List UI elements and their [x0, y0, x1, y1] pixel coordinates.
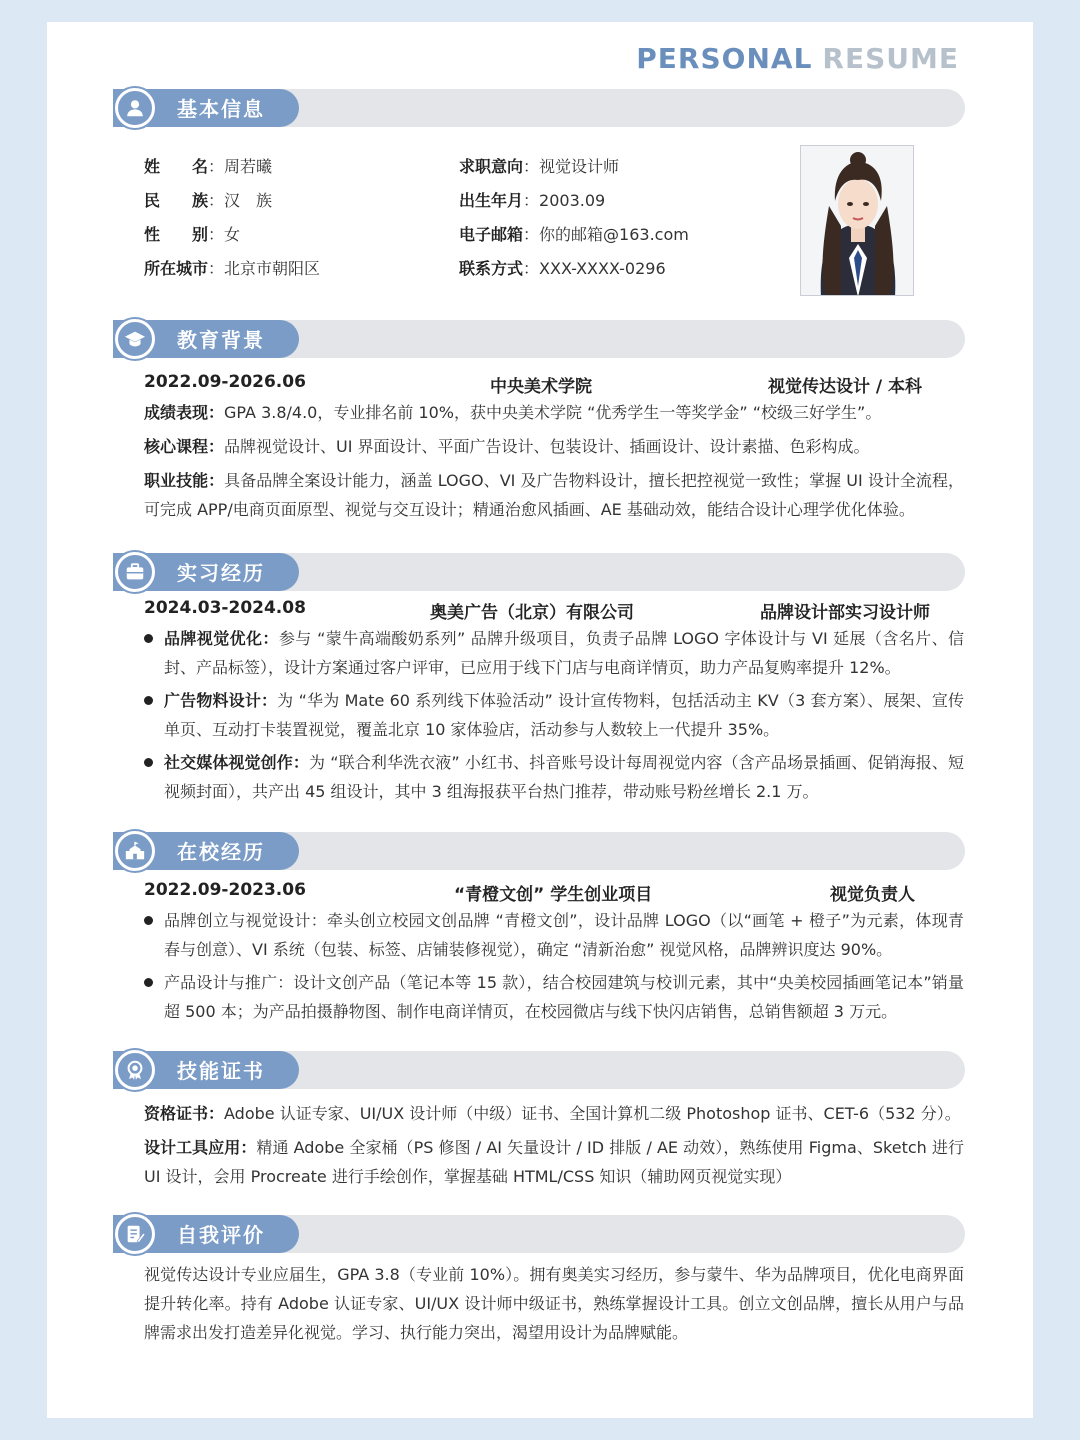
- campus-item: 品牌创立与视觉设计：牵头创立校园文创品牌 “青橙文创”，设计品牌 LOGO（以“画笔 + 橙子”为元素，体现青春与创意）、VI 系统（包装、标签、店铺装修视觉），确定 “清新治愈” 视觉风格，品牌辨识度达 90%。: [144, 906, 964, 964]
- title-resume: RESUME: [822, 42, 959, 75]
- user-icon: [115, 88, 155, 128]
- birth-row: 出生年月：2003.09: [459, 191, 606, 210]
- section-title: 在校经历: [177, 840, 265, 864]
- ethnic-value: 汉 族: [224, 191, 273, 210]
- city-row: 所在城市：北京市朝阳区: [144, 259, 321, 278]
- phone-row: 联系方式：XXX-XXXX-0296: [459, 259, 666, 278]
- education-major: 视觉传达设计 / 本科: [768, 377, 923, 397]
- section-header-internship: [113, 552, 965, 592]
- job-value: 视觉设计师: [539, 157, 620, 176]
- campus-project: “青橙文创” 学生创业项目: [454, 885, 653, 905]
- job-row: 求职意向：视觉设计师: [459, 157, 620, 176]
- resume-page: [47, 22, 1033, 1418]
- education-period: 2022.09-2026.06: [144, 372, 306, 392]
- internship-role: 品牌设计部实习设计师: [760, 603, 930, 623]
- section-title: 基本信息: [177, 97, 265, 121]
- section-header-education: [113, 319, 965, 359]
- education-header-row: [144, 372, 936, 396]
- city-value: 北京市朝阳区: [224, 259, 321, 278]
- skills-cert: 资格证书：Adobe 认证专家、UI/UX 设计师（中级）证书、全国计算机二级 Photoshop 证书、CET-6（532 分）。: [144, 1104, 961, 1123]
- campus-header-row: [144, 880, 936, 904]
- graduation-cap-icon: [115, 319, 155, 359]
- section-header-self: [113, 1214, 965, 1254]
- birth-value: 2003.09: [539, 191, 606, 210]
- internship-header-row: [144, 598, 936, 622]
- section-title: 技能证书: [177, 1059, 265, 1083]
- email-value: 你的邮箱@163.com: [539, 225, 689, 244]
- ethnic-row: 民 族：汉 族: [144, 191, 273, 210]
- campus-role: 视觉负责人: [830, 885, 915, 905]
- section-header-campus: [113, 831, 965, 871]
- profile-photo: [800, 145, 914, 296]
- internship-period: 2024.03-2024.08: [144, 598, 306, 618]
- campus-item: 产品设计与推广：设计文创产品（笔记本等 15 款），结合校园建筑与校训元素，其中“央美校园插画笔记本”销量超 500 本；为产品拍摄静物图、制作电商详情页，在校园微店与线下快闪店销售，总销售额超 3 万元。: [144, 968, 964, 1026]
- education-grade: 成绩表现：GPA 3.8/4.0，专业排名前 10%，获中央美术学院 “优秀学生一等奖学金” “校级三好学生”。: [144, 403, 882, 422]
- education-skill: 职业技能：具备品牌全案设计能力，涵盖 LOGO、VI 及广告物料设计，擅长把控视觉一致性；掌握 UI 设计全流程，可完成 APP/电商页面原型、视觉与交互设计；精通治愈风插画、AE 基础动效，能结合设计心理学优化体验。: [144, 471, 964, 519]
- name-value: 周若曦: [224, 157, 273, 176]
- email-row: 电子邮箱：你的邮箱@163.com: [459, 225, 689, 244]
- internship-item: 广告物料设计：为 “华为 Mate 60 系列线下体验活动” 设计宣传物料，包括活动主 KV（3 套方案）、展架、宣传单页、互动打卡装置视觉，覆盖北京 10 家体验店，活动参与人数较上一代提升 35%。: [144, 686, 964, 744]
- section-title: 自我评价: [177, 1223, 265, 1247]
- education-school: 中央美术学院: [490, 377, 592, 397]
- title-personal: PERSONAL: [636, 42, 813, 75]
- section-title: 实习经历: [177, 561, 265, 585]
- internship-item: 品牌视觉优化：参与 “蒙牛高端酸奶系列” 品牌升级项目，负责子品牌 LOGO 字体设计与 VI 延展（含名片、信封、产品标签），设计方案通过客户评审，已应用于线下门店与电商详情页，助力产品复购率提升 12%。: [144, 624, 964, 682]
- document-edit-icon: [115, 1214, 155, 1254]
- phone-value: XXX-XXXX-0296: [539, 259, 666, 278]
- school-building-icon: [115, 831, 155, 871]
- briefcase-icon: [115, 552, 155, 592]
- campus-period: 2022.09-2023.06: [144, 880, 306, 900]
- internship-company: 奥美广告（北京）有限公司: [430, 603, 634, 623]
- internship-item: 社交媒体视觉创作：为 “联合利华洗衣液” 小红书、抖音账号设计每周视觉内容（含产品场景插画、促销海报、短视频封面），共产出 45 组设计，其中 3 组海报获平台热门推荐，带动账号粉丝增长 2.1 万。: [144, 748, 964, 806]
- award-badge-icon: [115, 1050, 155, 1090]
- gender-row: 性 别：女: [144, 225, 241, 244]
- section-title: 教育背景: [177, 328, 265, 352]
- section-header-basic: [113, 88, 965, 128]
- name-row: 姓 名：周若曦: [144, 157, 273, 176]
- skills-tools: 设计工具应用：精通 Adobe 全家桶（PS 修图 / AI 矢量设计 / ID 排版 / AE 动效），熟练使用 Figma、Sketch 进行 UI 设计，会用 Procreate 进行手绘创作，掌握基础 HTML/CSS 知识（辅助网页视觉实现）: [144, 1138, 964, 1186]
- resume-title: [636, 42, 959, 75]
- gender-value: 女: [224, 225, 241, 244]
- section-header-skills: [113, 1050, 965, 1090]
- self-evaluation: 视觉传达设计专业应届生，GPA 3.8（专业前 10%）。拥有奥美实习经历，参与蒙牛、华为品牌项目，优化电商界面提升转化率。持有 Adobe 认证专家、UI/UX 设计师中级证书，熟练掌握设计工具。创立文创品牌，擅长从用户与品牌需求出发打造差异化视觉。学习、执行能力突出，渴望用设计为品牌赋能。: [144, 1265, 964, 1342]
- education-course: 核心课程：品牌视觉设计、UI 界面设计、平面广告设计、包装设计、插画设计、设计素描、色彩构成。: [144, 437, 870, 456]
